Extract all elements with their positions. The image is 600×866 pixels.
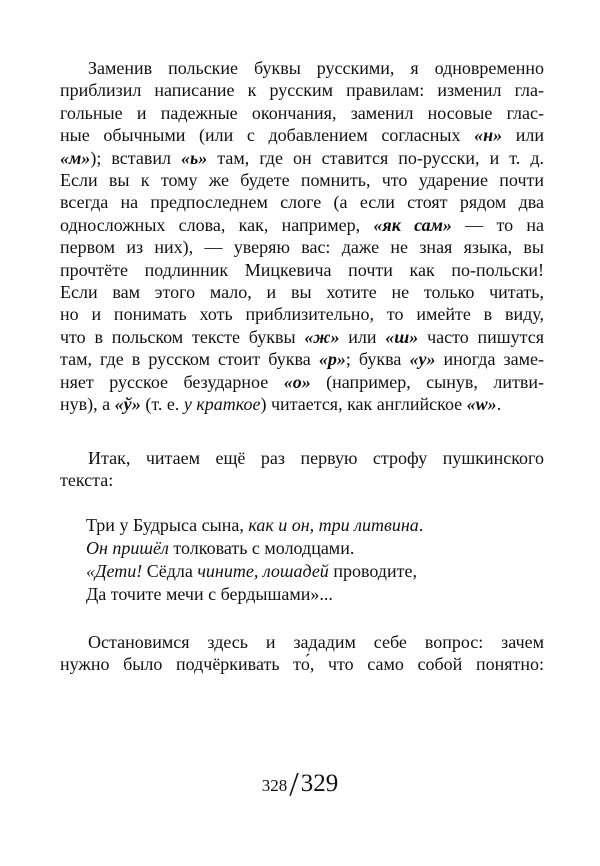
poem-line: Три у Будрыса сына, как и он, три литвина. — [86, 515, 424, 535]
text-line: всегда на предпоследнем слоге (а если стоят рядом два — [60, 192, 544, 213]
text-line: прочтёте подлинник Мицкевича почти как по-польски! — [60, 259, 544, 280]
poem-line: «Дети! Сёдла чините, лошадей проводите, — [86, 561, 417, 581]
text-line: первом из них), — уверяю вас: даже не зная языка, вы — [60, 237, 544, 258]
text-line: няет русское безударное «о» (например, сынув, литви- — [60, 371, 544, 392]
text-line: там, где в русском стоит буква «р»; буква «у» иногда заме- — [60, 349, 544, 370]
text-line: Если вам этого мало, и вы хотите не только читать, — [60, 282, 544, 303]
text-line: нужно было подчёркивать то́, что само собой понятно: — [60, 654, 544, 675]
text-line: приблизил написание к русским правилам: изменил гла- — [60, 80, 544, 101]
paragraph-3 — [60, 631, 544, 676]
poem-line: Да точите мечи с бердышами»... — [86, 584, 333, 604]
text-line: текста: — [60, 470, 114, 491]
paragraph-1 — [60, 57, 544, 416]
text-line: Итак, читаем ещё раз первую строфу пушкинского — [88, 448, 544, 468]
page-number — [0, 762, 600, 803]
text-line: Остановимся здесь и зададим себе вопрос: зачем — [88, 632, 544, 652]
current-page: 328 — [261, 776, 288, 795]
text-line: Если вы к тому же будете помнить, что ударение почти — [60, 170, 544, 191]
text-line: гольные и падежные окончания, заменил носовые глас- — [60, 102, 544, 123]
text-line: что в польском тексте буквы «ж» или «ш» часто пишутся — [60, 326, 544, 347]
text-line: но и понимать хоть приблизительно, то имейте в виду, — [60, 304, 544, 325]
text-line: Заменив польские буквы русскими, я одновременно — [88, 58, 544, 78]
text-line: ные обычными (или с добавлением согласных «н» или — [60, 125, 544, 146]
text-line: «м»); вставил «ь» там, где он ставится по-русски, и т. д. — [60, 147, 544, 168]
page-separator: / — [289, 766, 299, 803]
paragraph-2 — [60, 447, 544, 492]
text-line: односложных слова, как, например, «як сам» — то на — [60, 214, 544, 235]
total-pages: 329 — [300, 770, 339, 797]
poem-stanza — [86, 514, 546, 606]
poem-line: Он пришёл толковать с молодцами. — [86, 538, 355, 558]
text-line: нув), а «ў» (т. е. у краткое) читается, как английское «w». — [60, 394, 502, 415]
